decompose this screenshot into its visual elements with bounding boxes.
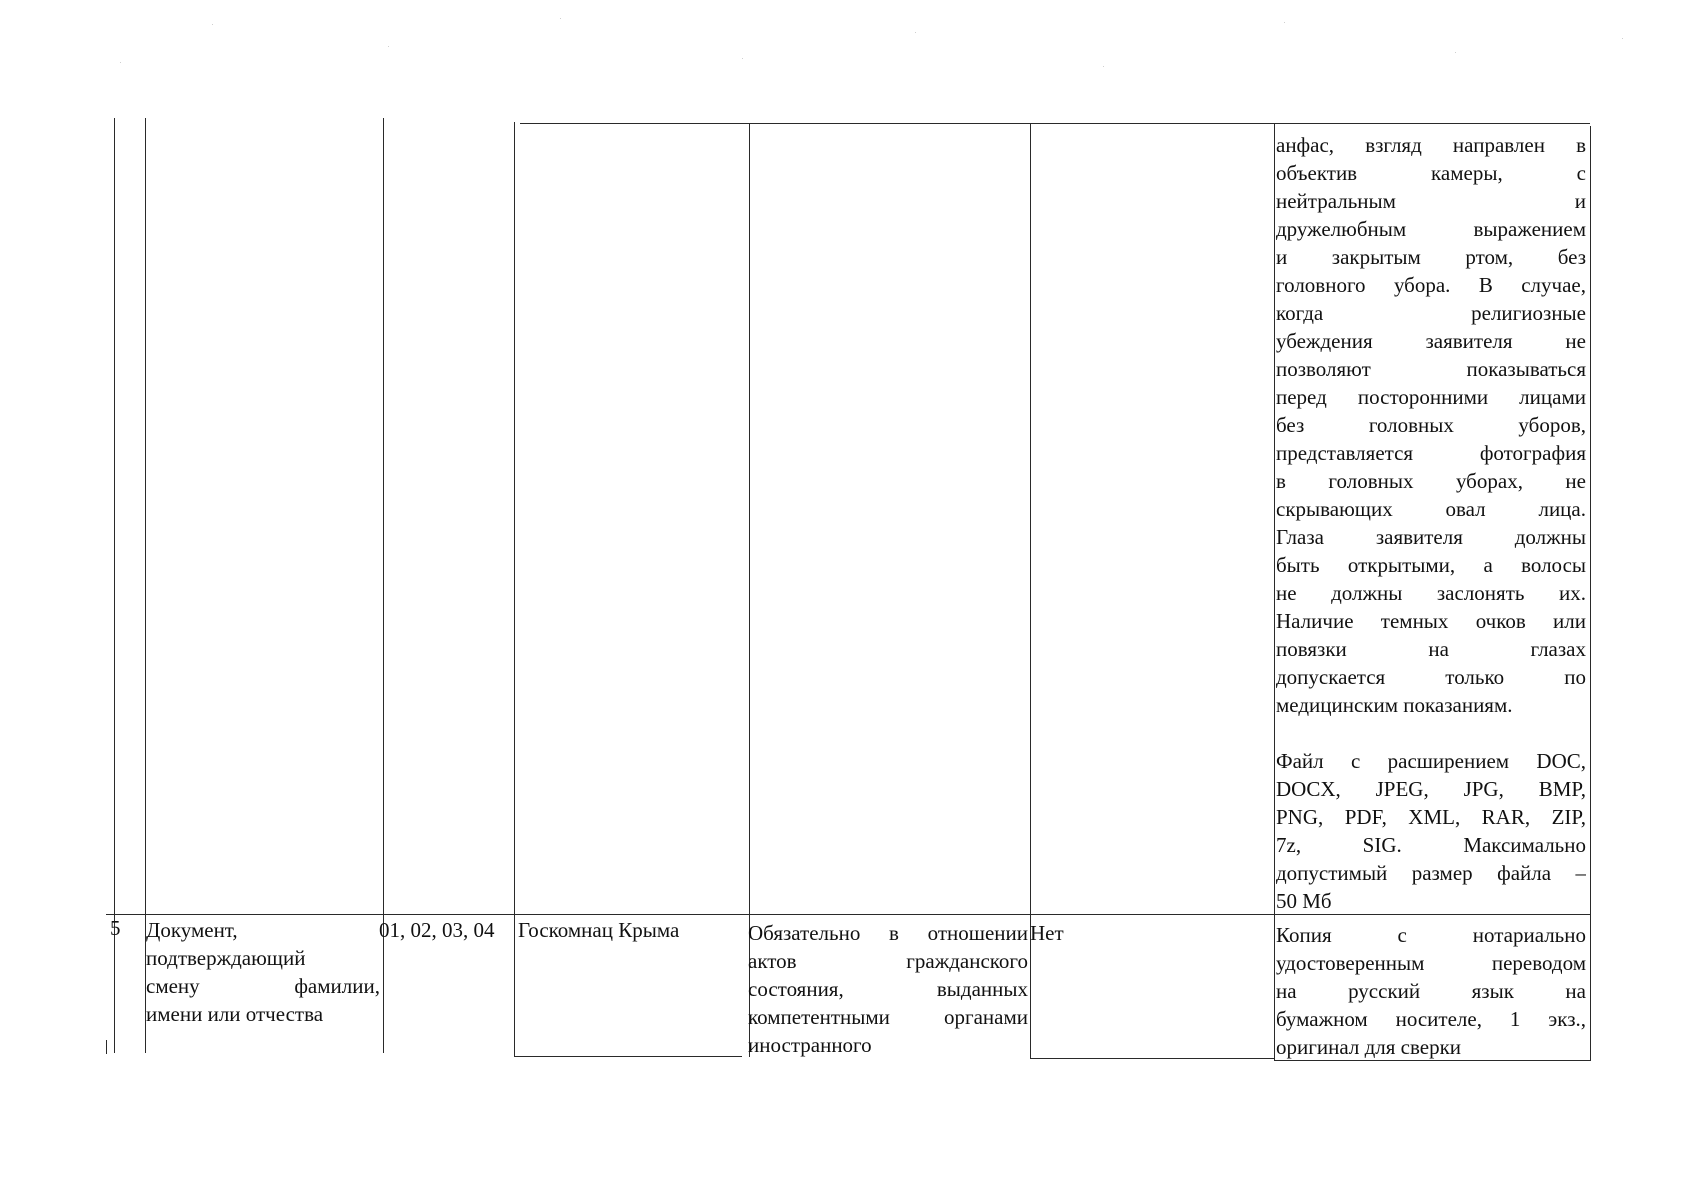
grid-line [1590,126,1591,1061]
grid-line [106,1040,107,1054]
requirements-text-line: Файл с расширением DOC, [1276,749,1586,773]
document-name-line: Документ, [146,918,238,942]
requirements-text-line: допускается только по [1276,665,1586,689]
requirements-text-line: представляется фотография [1276,441,1586,465]
codes-cell: 01, 02, 03, 04 [379,918,495,942]
requirements-text-line: быть открытыми, а волосы [1276,553,1586,577]
requirements-text-line: медицинским показаниям. [1276,693,1513,717]
requirements-text-line: повязки на глазах [1276,637,1586,661]
requirements-text-line: Копия с нотариально [1276,923,1586,947]
requirements-text-line: головного убора. В случае, [1276,273,1586,297]
condition-cell [748,919,1028,1059]
requirements-cell-continuation [1276,131,1586,915]
requirements-text-line: скрывающих овал лица. [1276,497,1586,521]
flag-cell: Нет [1030,921,1064,945]
grid-line [1030,1058,1274,1059]
requirements-text-line: перед посторонними лицами [1276,385,1586,409]
requirements-text-line: убеждения заявителя не [1276,329,1586,353]
grid-line [145,118,146,1053]
condition-text-line: состояния, выданных [748,977,1028,1001]
requirements-text-line: удостоверенным переводом [1276,951,1586,975]
condition-text-line: Обязательно в отношении [748,921,1028,945]
requirements-text-line: дружелюбным выражением [1276,217,1586,241]
grid-line [520,123,1590,124]
requirements-text-line: оригинал для сверки [1276,1035,1462,1059]
grid-line [514,1056,742,1057]
requirements-text-line: позволяют показываться [1276,357,1586,381]
requirements-text-line: DOCX, JPEG, JPG, BMP, [1276,777,1586,801]
requirements-text-line: 50 Мб [1276,889,1332,913]
grid-line [114,118,115,1053]
grid-line [383,118,384,1053]
requirements-text-line: Глаза заявителя должны [1276,525,1586,549]
requirements-text-line [1276,719,1586,747]
grid-line [749,124,750,1057]
requirements-text-line: допустимый размер файла – [1276,861,1586,885]
requirements-text-line: на русский язык на [1276,979,1586,1003]
document-name-line: имени или отчества [146,1002,324,1026]
condition-text-line: иностранного [748,1033,872,1057]
requirements-text-line: анфас, взгляд направлен в [1276,133,1586,157]
issuer-cell: Госкомнац Крыма [518,918,680,942]
requirements-cell [1276,921,1586,1061]
requirements-text-line: 7z, SIG. Максимально [1276,833,1586,857]
document-name-line: смену фамилии, [146,974,380,998]
requirements-text-line: и закрытым ртом, без [1276,245,1586,269]
condition-text-line: компетентными органами [748,1005,1028,1029]
requirements-text-line: Наличие темных очков или [1276,609,1586,633]
requirements-text-line: бумажном носителе, 1 экз., [1276,1007,1586,1031]
document-name-line: подтверждающий [146,946,306,970]
condition-text-line: актов гражданского [748,949,1028,973]
requirements-text-line: в головных уборах, не [1276,469,1586,493]
requirements-text-line: нейтральным и [1276,189,1586,213]
requirements-text-line: PNG, PDF, XML, RAR, ZIP, [1276,805,1586,829]
document-name-cell [146,916,380,1028]
grid-line [1274,124,1275,1061]
row-number: 5 [110,916,121,940]
requirements-text-line: объектив камеры, с [1276,161,1586,185]
requirements-text-line: когда религиозные [1276,301,1586,325]
requirements-text-line: без головных уборов, [1276,413,1586,437]
requirements-text-line: не должны заслонять их. [1276,581,1586,605]
